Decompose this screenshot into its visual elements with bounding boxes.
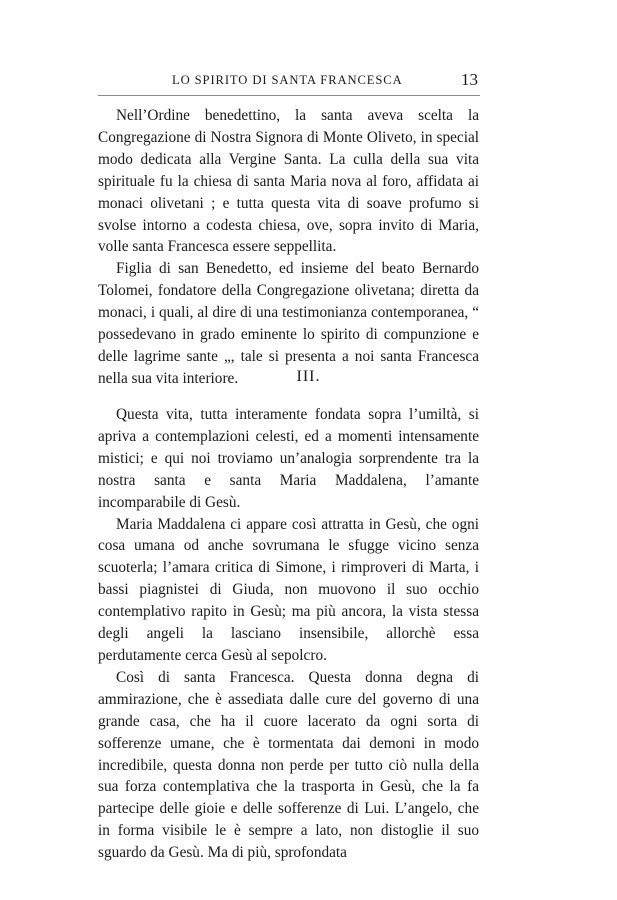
- page-number: 13: [461, 70, 478, 89]
- section-heading: III.: [296, 368, 321, 385]
- paragraph: Figlia di san Benedetto, ed insieme del beato Bernardo Tolomei, fondatore della Congregazione olivetana; diretta da monaci, i quali, al dire di una testimonianza contemporanea, “ possedevano in grado eminente lo spirito di compunzione e delle lagrime sante „, tale si presenta a noi santa Francesca nella sua vita interiore.: [98, 260, 479, 387]
- text-block-before-section: [98, 105, 479, 390]
- paragraph: Nell’Ordine benedettino, la santa aveva scelta la Congregazione di Nostra Signora di Monte Oliveto, in special modo dedicata alla Vergine Santa. La culla della sua vita spirituale fu la chiesa di santa Maria nova al foro, affidata ai monaci olivetani ; e tutta questa vita di soave profumo si svolse intorno a codesta chiesa, ove, sopra invito di Maria, volle santa Francesca essere seppellita.: [98, 107, 479, 256]
- running-title: LO SPIRITO DI SANTA FRANCESCA: [172, 73, 403, 87]
- header-rule: [98, 95, 480, 96]
- text-block-after-section: [98, 404, 479, 864]
- running-head: [98, 70, 478, 93]
- paragraph: Questa vita, tutta interamente fondata sopra l’umiltà, si apriva a contemplazioni celesti, ed a momenti intensamente mistici; e qui noi troviamo un’analogia sorprendente tra la nostra santa e santa Maria Maddalena, l’amante incomparabile di Gesù.: [98, 406, 479, 511]
- paragraph: Così di santa Francesca. Questa donna degna di ammirazione, che è assediata dalle cure del governo di una grande casa, che ha il cuore lacerato da ogni sorta di sofferenze umane, che è tormentata dai demoni in modo incredibile, questa donna non perde per tutto ciò nulla della sua forza contemplativa che la trasporta in Gesù, che la fa partecipe delle gioie e delle sofferenze di Lui. L’angelo, che in forma visibile le è sempre a lato, non distoglie il suo sguardo da Gesù. Ma di più, sprofondata: [98, 668, 479, 862]
- paragraph: Maria Maddalena ci appare così attratta in Gesù, che ogni cosa umana od anche sovrumana le sfugge vicino senza scuoterla; l’amara critica di Simone, i rimproveri di Marta, i bassi piagnistei di Giuda, non muovono il suo occhio contemplativo rapito in Gesù; ma più ancora, la vista stessa degli angeli la lasciano insensibile, allorchè essa perdutamente cerca Gesù al sepolcro.: [98, 515, 479, 664]
